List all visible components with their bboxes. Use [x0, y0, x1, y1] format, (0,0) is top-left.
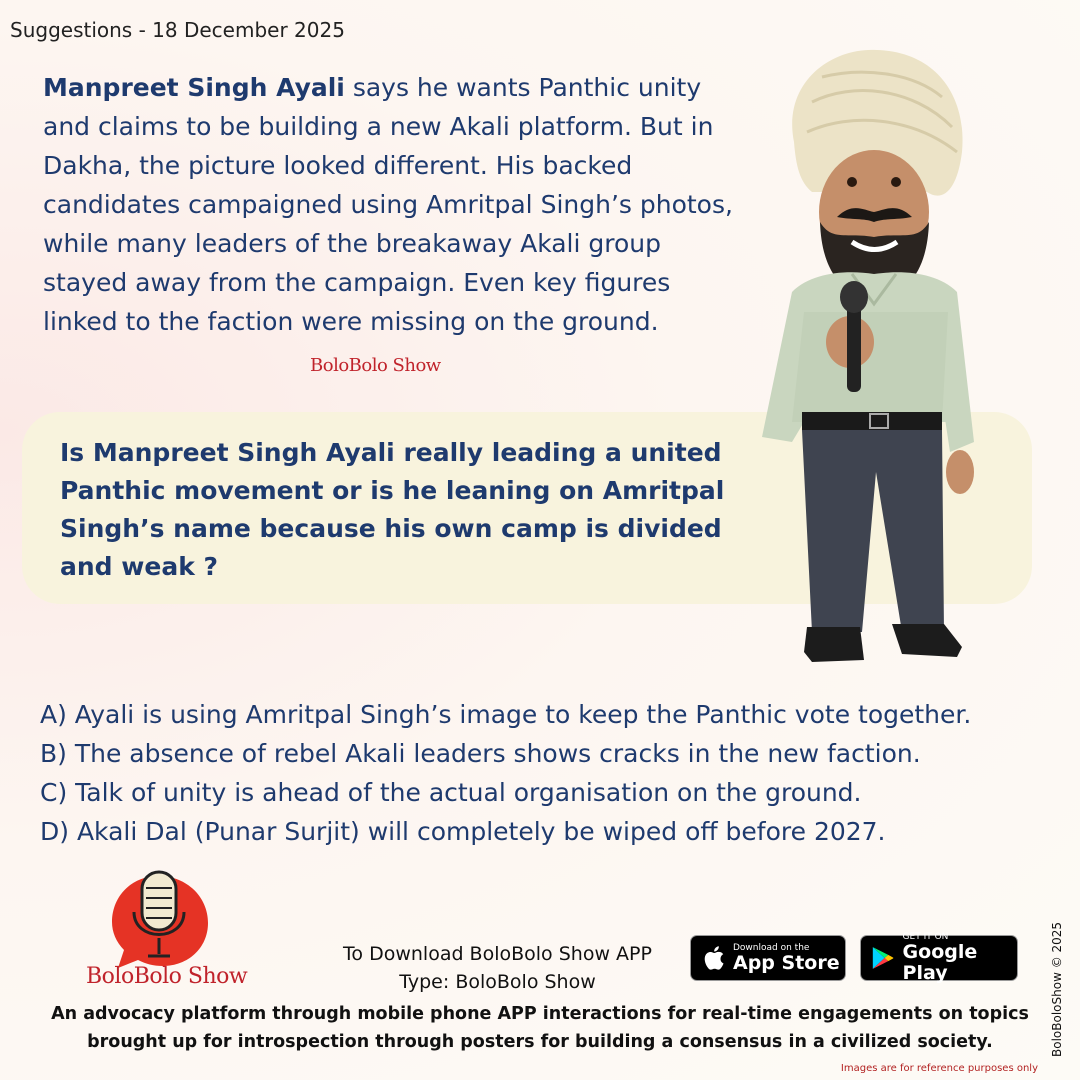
microphone-speech-bubble-icon [108, 868, 214, 970]
apple-icon [701, 944, 725, 972]
speaker-illustration [752, 42, 984, 670]
copyright-side-text [1048, 912, 1068, 1057]
option-a[interactable]: A) Ayali is using Amritpal Singh’s image to keep the Panthic vote together. [40, 700, 972, 729]
download-line-2: Type: BoloBolo Show [399, 971, 596, 993]
watermark: BoloBolo Show [310, 355, 441, 376]
story-name: Manpreet Singh Ayali [43, 73, 345, 102]
google-play-icon [871, 944, 895, 972]
download-instructions [320, 940, 675, 996]
appstore-big-text: App Store [733, 951, 840, 974]
tagline-line-2: brought up for introspection through posters for building a consensus in a civilized society. [87, 1032, 993, 1052]
play-small-text: GET IT ON [902, 932, 949, 942]
story-text [43, 68, 743, 341]
tagline [0, 1000, 1080, 1056]
app-store-badge[interactable] [690, 935, 846, 981]
question-text: Is Manpreet Singh Ayali really leading a united Panthic movement or is he leaning on Amritpal Singh’s name because his own camp is divided and weak ? [60, 438, 725, 581]
option-b[interactable]: B) The absence of rebel Akali leaders shows cracks in the new faction. [40, 739, 921, 768]
appstore-small-text: Download on the [733, 942, 810, 953]
tagline-line-1: An advocacy platform through mobile phone APP interactions for real-time engagements on topics [51, 1004, 1029, 1024]
disclaimer: Images are for reference purposes only [840, 1063, 1038, 1074]
option-d[interactable]: D) Akali Dal (Punar Surjit) will completely be wiped off before 2027. [40, 817, 886, 846]
google-play-badge[interactable] [860, 932, 1018, 984]
option-c[interactable]: C) Talk of unity is ahead of the actual organisation on the ground. [40, 778, 862, 807]
logo-text: BoloBolo Show [86, 964, 248, 989]
post-date: Suggestions - 18 December 2025 [10, 18, 345, 42]
copyright-text: BoloBoloShow © 2025 [1050, 921, 1064, 1057]
download-line-1: To Download BoloBolo Show APP [343, 943, 652, 965]
play-big-text: Google Play [902, 941, 978, 984]
answer-options [40, 695, 971, 851]
story-body: says he wants Panthic unity and claims to be building a new Akali platform. But in Dakha, the picture looked different. His backed candidates campaigned using Amritpal Singh’s photos, while many leaders of the breakaway Akali group stayed away from the campaign. Even key figures linked to the faction were missing on the ground. [43, 73, 733, 336]
